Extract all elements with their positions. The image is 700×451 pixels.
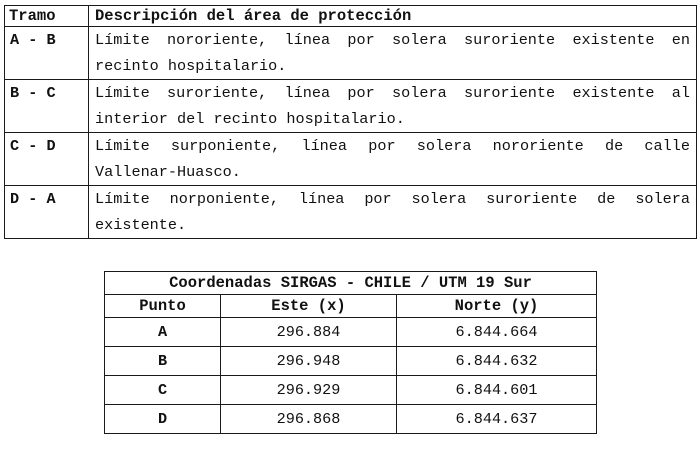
este-cell: 296.929 — [221, 376, 397, 405]
norte-cell: 6.844.632 — [397, 347, 597, 376]
table-row — [105, 318, 597, 347]
punto-cell: D — [105, 405, 221, 434]
table-row — [105, 405, 597, 434]
punto-cell: B — [105, 347, 221, 376]
norte-cell: 6.844.601 — [397, 376, 597, 405]
este-cell: 296.868 — [221, 405, 397, 434]
table-row — [5, 27, 697, 80]
table-row — [105, 376, 597, 405]
tramo-cell: D - A — [5, 186, 89, 239]
este-cell: 296.948 — [221, 347, 397, 376]
header-punto: Punto — [105, 295, 221, 318]
tramos-table — [4, 5, 697, 239]
coords-title-row — [105, 272, 597, 295]
header-tramo: Tramo — [5, 6, 89, 27]
descripcion-cell: Límite suroriente, línea por solera suroriente existente al interior del recinto hospitalario. — [89, 80, 697, 133]
norte-cell: 6.844.637 — [397, 405, 597, 434]
header-norte: Norte (y) — [397, 295, 597, 318]
coords-header-row — [105, 295, 597, 318]
coords-title: Coordenadas SIRGAS - CHILE / UTM 19 Sur — [105, 272, 597, 295]
tramo-cell: C - D — [5, 133, 89, 186]
norte-cell: 6.844.664 — [397, 318, 597, 347]
descripcion-cell: Límite surponiente, línea por solera nororiente de calle Vallenar-Huasco. — [89, 133, 697, 186]
table-row — [5, 186, 697, 239]
descripcion-cell: Límite norponiente, línea por solera suroriente de solera existente. — [89, 186, 697, 239]
tramo-cell: B - C — [5, 80, 89, 133]
punto-cell: A — [105, 318, 221, 347]
table-row — [105, 347, 597, 376]
coordinates-table — [104, 271, 597, 434]
header-este: Este (x) — [221, 295, 397, 318]
este-cell: 296.884 — [221, 318, 397, 347]
header-descripcion: Descripción del área de protección — [89, 6, 697, 27]
tramo-cell: A - B — [5, 27, 89, 80]
punto-cell: C — [105, 376, 221, 405]
table-row — [5, 133, 697, 186]
tramos-header-row — [5, 6, 697, 27]
descripcion-cell: Límite nororiente, línea por solera suroriente existente en recinto hospitalario. — [89, 27, 697, 80]
table-row — [5, 80, 697, 133]
